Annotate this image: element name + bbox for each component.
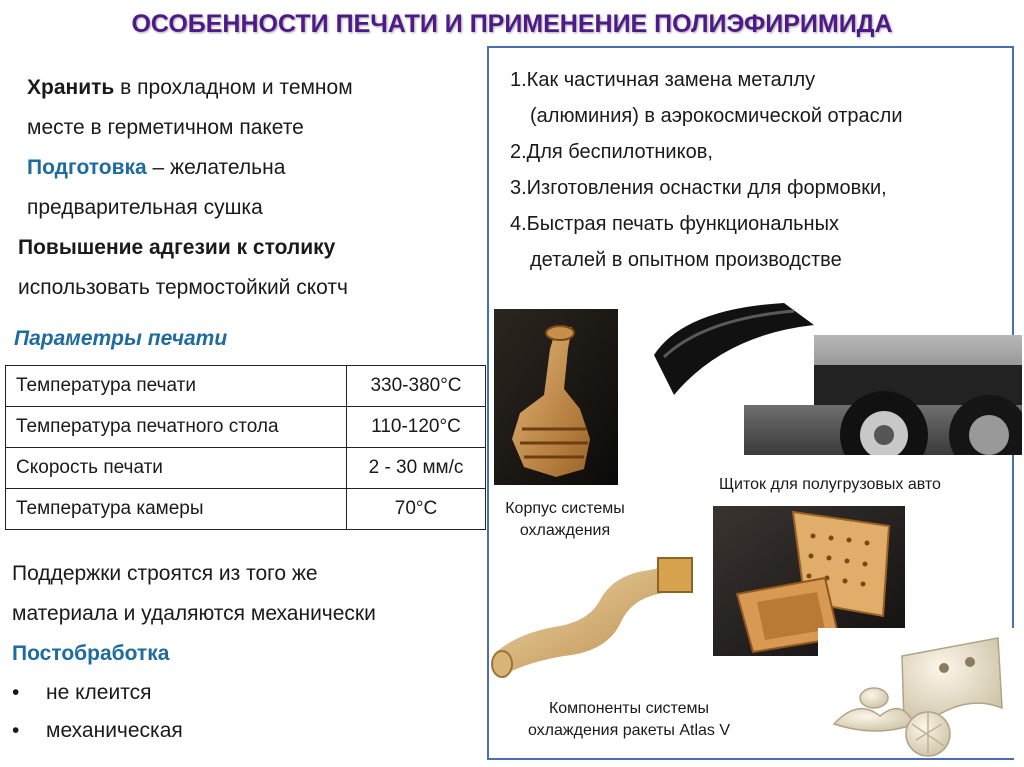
- list-item: 4.Быстрая печать функциональных: [510, 213, 839, 235]
- param-name: Скорость печати: [6, 448, 347, 489]
- cooling-housing-caption: Корпус системы охлаждения: [505, 500, 625, 539]
- adhesion-note: [18, 228, 348, 308]
- prep-text-2: предварительная сушка: [27, 196, 263, 219]
- tube-part-photo: [490, 540, 700, 680]
- adhesion-label: Повышение адгезии к столику: [18, 236, 336, 259]
- storage-text-2: месте в герметичном пакете: [27, 116, 304, 139]
- list-item: 3.Изготовления оснастки для формовки,: [510, 177, 887, 199]
- prep-text-1: – желательна: [146, 156, 286, 179]
- param-name: Температура камеры: [6, 489, 347, 530]
- storage-text-1: в прохладном и темном: [114, 76, 353, 99]
- print-params-table: [5, 365, 486, 530]
- table-row: [6, 407, 486, 448]
- bullet-icon: •: [12, 681, 20, 704]
- list-item: • механическая: [12, 712, 183, 750]
- prep-label: Подготовка: [27, 156, 147, 179]
- param-name: Температура печатного стола: [6, 407, 347, 448]
- param-value: 70°С: [347, 489, 486, 530]
- storage-note: [27, 68, 353, 228]
- fender-photo: [644, 295, 1022, 455]
- supports-text-2: материала и удаляются механически: [12, 602, 376, 625]
- list-item: 2.Для беспилотников,: [510, 141, 713, 163]
- list-item: • не клеится: [12, 674, 183, 712]
- param-name: Температура печати: [6, 366, 347, 407]
- list-item-continuation: деталей в опытном производстве: [530, 249, 842, 271]
- table-row: [6, 489, 486, 530]
- table-row: [6, 448, 486, 489]
- param-value: 330-380°С: [347, 366, 486, 407]
- param-value: 110-120°С: [347, 407, 486, 448]
- postproc-label: Постобработка: [12, 642, 170, 665]
- cooling-housing-photo: [494, 309, 618, 485]
- page-title: ОСОБЕННОСТИ ПЕЧАТИ И ПРИМЕНЕНИЕ ПОЛИЭФИРИМИДА: [131, 10, 893, 38]
- supports-text-1: Поддержки строятся из того же: [12, 562, 318, 585]
- fender-caption: Щиток для полугрузовых авто: [719, 476, 941, 493]
- list-item: 1.Как частичная замена металлу: [510, 69, 816, 91]
- adhesion-text: использовать термостойкий скотч: [18, 276, 348, 299]
- applications-list: [510, 62, 903, 278]
- list-item-continuation: (алюминия) в аэрокосмической отрасли: [530, 105, 903, 127]
- params-heading: Параметры печати: [14, 327, 228, 350]
- supports-note: [12, 554, 376, 674]
- param-value: 2 - 30 мм/с: [347, 448, 486, 489]
- postproc-list: [12, 674, 183, 750]
- bullet-icon: •: [12, 719, 20, 742]
- white-components-photo: [818, 628, 1014, 758]
- storage-label: Хранить: [27, 76, 115, 99]
- table-row: [6, 366, 486, 407]
- rocket-components-caption: Компоненты системы охлаждения ракеты Atlas V: [527, 700, 731, 739]
